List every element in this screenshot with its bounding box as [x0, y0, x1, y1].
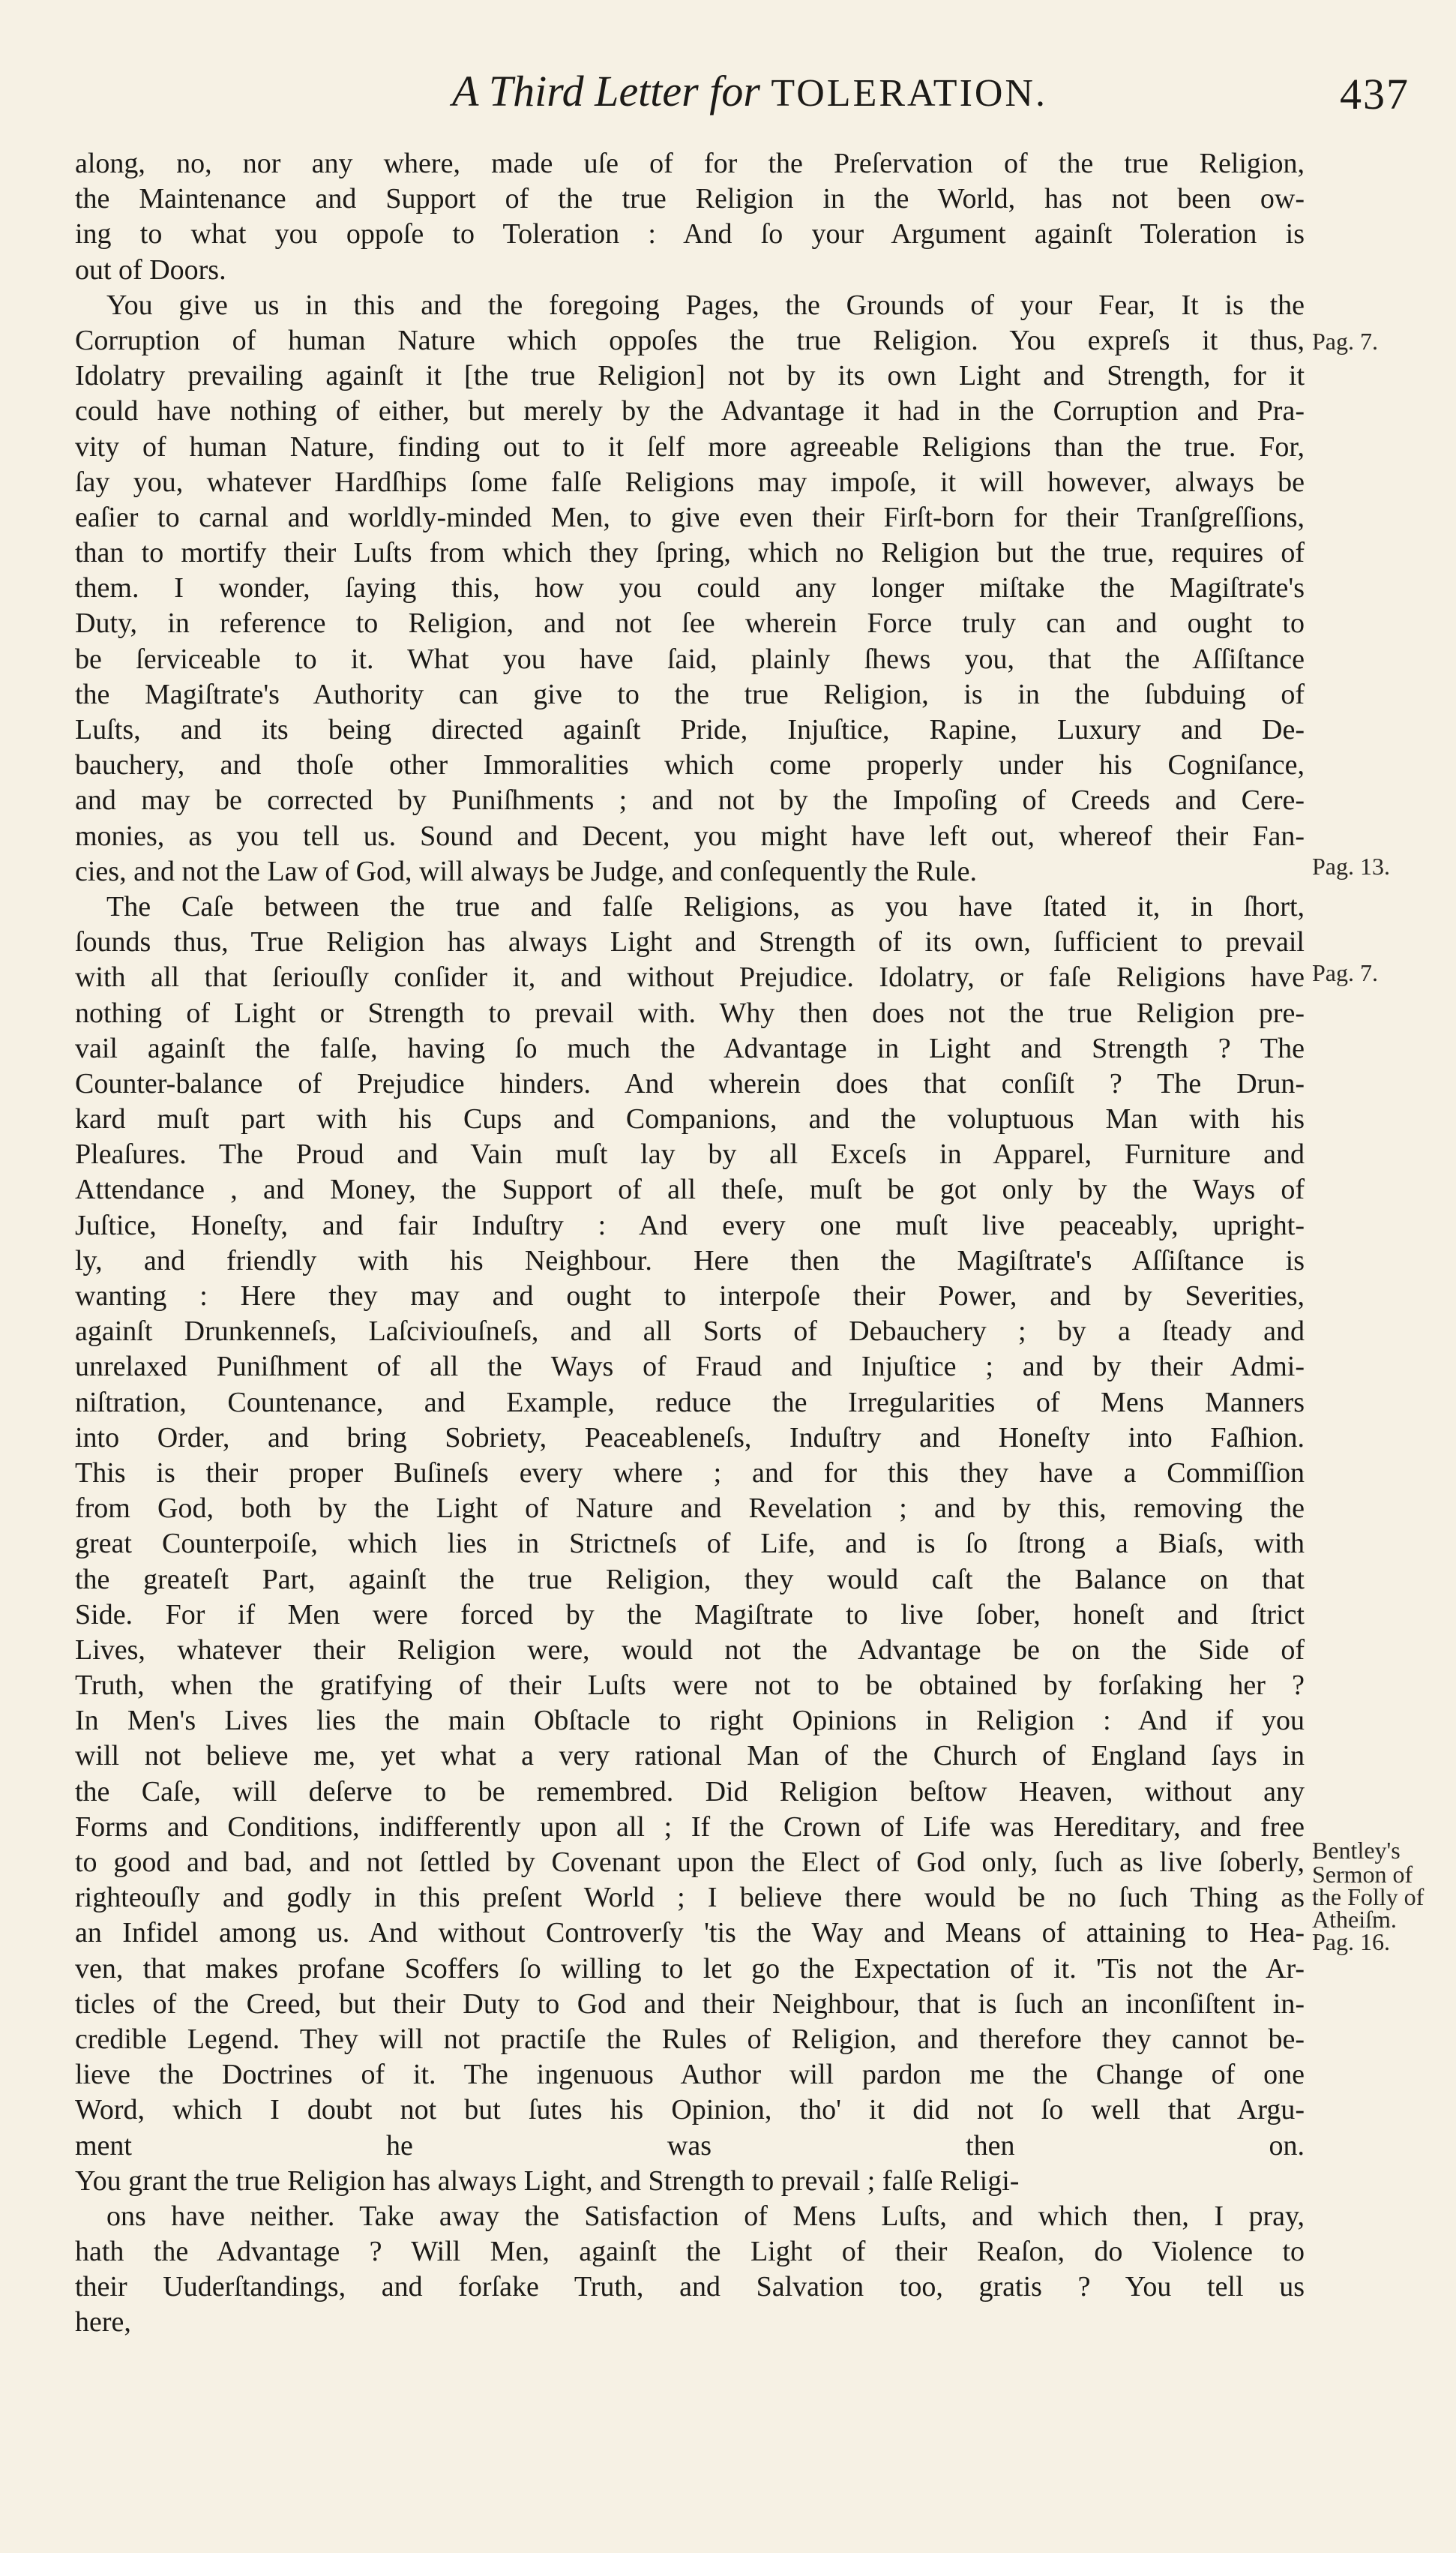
text-line: an Infidel among us. And without Controverſy 'tis the Way and Means of attaining to Hea-	[75, 1917, 1305, 1949]
text-line: ven, that makes profane Scoffers ſo willing to let go the Expectation of it. 'Tis not the Ar-	[75, 1952, 1305, 1984]
margin-note-pag-13: Pag. 13.	[1312, 853, 1390, 880]
text-line: kard muſt part with his Cups and Companions, and the voluptuous Man with his	[75, 1103, 1305, 1136]
text-line: the Caſe, will deſerve to be remembred. Did Religion beſtow Heaven, without any	[75, 1775, 1305, 1808]
text-line: ment he was then on.	[75, 2129, 1305, 2162]
text-line: You give us in this and the foregoing Pages, the Grounds of your Fear, It is the	[106, 289, 1305, 321]
text-line: eaſier to carnal and worldly-minded Men, to give even their Firſt-born for their Tranſgreſſions,	[75, 501, 1305, 533]
text-line: the greateſt Part, againſt the true Religion, they would caſt the Balance on that	[75, 1563, 1305, 1595]
margin-note-bentley-line: Atheiſm.	[1312, 1906, 1397, 1933]
text-line: ticles of the Creed, but their Duty to God and their Neighbour, that is ſuch an inconſiſtent in-	[75, 1988, 1305, 2020]
page-number: 437	[1340, 70, 1410, 118]
text-line: their Uuderſtandings, and forſake Truth, and Salvation too, gratis ? You tell us	[75, 2271, 1305, 2303]
text-line: Corruption of human Nature which oppoſes the true Religion. You expreſs it thus,	[75, 324, 1305, 356]
text-line: Idolatry prevailing againſt it [the true Religion] not by its own Light and Strength, for it	[75, 360, 1305, 392]
text-line: Duty, in reference to Religion, and not ſee wherein Force truly can and ought to	[75, 608, 1305, 640]
margin-note-bentley-line: Bentley's	[1312, 1837, 1401, 1864]
text-line: monies, as you tell us. Sound and Decent, you might have left out, whereof their Fan-	[75, 820, 1305, 852]
text-line: from God, both by the Light of Nature and Revelation ; and by this, removing the	[75, 1492, 1305, 1525]
text-line: to good and bad, and not ſettled by Covenant upon the Elect of God only, ſuch as live ſoberly,	[75, 1846, 1305, 1878]
text-line: Counter-balance of Prejudice hinders. And wherein does that conſiſt ? The Drun-	[75, 1067, 1305, 1100]
text-line: lieve the Doctrines of it. The ingenuous Author will pardon me the Change of one	[75, 2059, 1305, 2091]
text-line: unrelaxed Puniſhment of all the Ways of Fraud and Injuſtice ; and by their Admi-	[75, 1351, 1305, 1383]
text-line: credible Legend. They will not practiſe the Rules of Religion, and therefore they cannot be-	[75, 2023, 1305, 2055]
text-line: could have nothing of either, but merely by the Advantage it had in the Corruption and Pra-	[75, 395, 1305, 428]
text-line: wanting : Here they may and ought to interpoſe their Power, and by Severities,	[75, 1280, 1305, 1312]
text-line: with all that ſeriouſly conſider it, and without Prejudice. Idolatry, or faſe Religions have	[75, 962, 1305, 994]
text-line: them. I wonder, ſaying this, how you could any longer miſtake the Magiſtrate's	[75, 572, 1305, 604]
text-line: The Caſe between the true and falſe Religions, as you have ſtated it, in ſhort,	[106, 890, 1305, 922]
text-line: hath the Advantage ? Will Men, againſt the Light of their Reaſon, do Violence to	[75, 2236, 1305, 2268]
text-line: Truth, when the gratifying of their Luſts were not to be obtained by forſaking her ?	[75, 1670, 1305, 1702]
text-line: In Men's Lives lies the main Obſtacle to right Opinions in Religion : And if you	[75, 1705, 1305, 1737]
text-line: Word, which I doubt not but ſutes his Opinion, tho' it did not ſo well that Argu-	[75, 2094, 1305, 2126]
body-text	[75, 146, 1305, 2376]
text-line: out of Doors.	[75, 254, 226, 286]
margin-note-pag-7-second: Pag. 7.	[1312, 959, 1378, 986]
text-line: Juſtice, Honeſty, and fair Induſtry : And every one muſt live peaceably, upright-	[75, 1209, 1305, 1241]
text-line: againſt Drunkenneſs, Laſciviouſneſs, and all Sorts of Debauchery ; by a ſteady and	[75, 1316, 1305, 1348]
text-line: the Magiſtrate's Authority can give to the true Religion, is in the ſubduing of	[75, 678, 1305, 710]
text-line: Pleaſures. The Proud and Vain muſt lay by all Exceſs in Apparel, Furniture and	[75, 1138, 1305, 1171]
text-line: and may be corrected by Puniſhments ; and not by the Impoſing of Creeds and Cere-	[75, 784, 1305, 817]
running-title-italic: A Third Letter for	[452, 67, 771, 116]
running-title	[375, 66, 1125, 116]
text-line: This is their proper Buſineſs every where ; and for this they have a Commiſſion	[75, 1456, 1305, 1489]
text-line: ly, and friendly with his Neighbour. Here then the Magiſtrate's Aſſiſtance is	[75, 1244, 1305, 1276]
text-line: bauchery, and thoſe other Immoralities which come properly under his Cogniſance,	[75, 749, 1305, 782]
margin-note-bentley-line: Pag. 16.	[1312, 1928, 1390, 1955]
text-line: nothing of Light or Strength to prevail with. Why then does not the true Religion pre-	[75, 997, 1305, 1029]
text-line: than to mortify their Luſts from which they ſpring, which no Religion but the true, requires of	[75, 537, 1305, 569]
text-line: Lives, whatever their Religion were, would not the Advantage be on the Side of	[75, 1634, 1305, 1666]
text-line: Attendance , and Money, the Support of all theſe, muſt be got only by the Ways of	[75, 1174, 1305, 1206]
text-line: ons have neither. Take away the Satisfaction of Mens Luſts, and which then, I pray,	[106, 2200, 1305, 2232]
text-line: niſtration, Countenance, and Example, reduce the Irregularities of Mens Manners	[75, 1386, 1305, 1418]
text-line: the Maintenance and Support of the true Religion in the World, has not been ow-	[75, 183, 1305, 215]
margin-note-pag-7: Pag. 7.	[1312, 328, 1378, 355]
text-line: vity of human Nature, finding out to it ſelf more agreeable Religions than the true. For,	[75, 430, 1305, 463]
running-title-caps: TOLERATION.	[771, 72, 1047, 115]
running-header	[75, 66, 1410, 134]
text-line: You grant the true Religion has always Light, and Strength to prevail ; falſe Religi-	[75, 2164, 1020, 2197]
text-line: ſay you, whatever Hardſhips ſome falſe Religions may impoſe, it will however, always be	[75, 466, 1305, 498]
text-line: along, no, nor any where, made uſe of for the Preſervation of the true Religion,	[75, 148, 1305, 179]
text-line: ing to what you oppoſe to Toleration : And ſo your Argument againſt Toleration is	[75, 218, 1305, 250]
text-line: ſounds thus, True Religion has always Light and Strength of its own, ſufficient to prevail	[75, 926, 1305, 958]
text-line: be ſerviceable to it. What you have ſaid, plainly ſhews you, that the Aſſiſtance	[75, 643, 1305, 675]
text-line: Forms and Conditions, indifferently upon all ; If the Crown of Life was Hereditary, and free	[75, 1810, 1305, 1843]
margin-note-bentley-line: the Folly of	[1312, 1883, 1425, 1910]
text-line: vail againſt the falſe, having ſo much the Advantage in Light and Strength ? The	[75, 1032, 1305, 1064]
text-line: great Counterpoiſe, which lies in Strictneſs of Life, and is ſo ſtrong a Biaſs, with	[75, 1528, 1305, 1560]
text-line: righteouſly and godly in this preſent World ; I believe there would be no ſuch Thing as	[75, 1882, 1305, 1914]
margin-note-bentley-line: Sermon of	[1312, 1861, 1413, 1888]
catchword	[75, 2341, 1305, 2376]
text-line: Side. For if Men were forced by the Magiſtrate to live ſober, honeſt and ſtrict	[75, 1598, 1305, 1630]
text-line: Luſts, and its being directed againſt Pride, Injuſtice, Rapine, Luxury and De-	[75, 714, 1305, 746]
text-line: will not believe me, yet what a very rational Man of the Church of England ſays in	[75, 1740, 1305, 1772]
text-line: cies, and not the Law of God, will always be Judge, and conſequently the Rule.	[75, 855, 978, 887]
text-line: into Order, and bring Sobriety, Peaceableneſs, Induſtry and Honeſty into Faſhion.	[75, 1421, 1305, 1454]
text-line: here,	[75, 2306, 131, 2338]
